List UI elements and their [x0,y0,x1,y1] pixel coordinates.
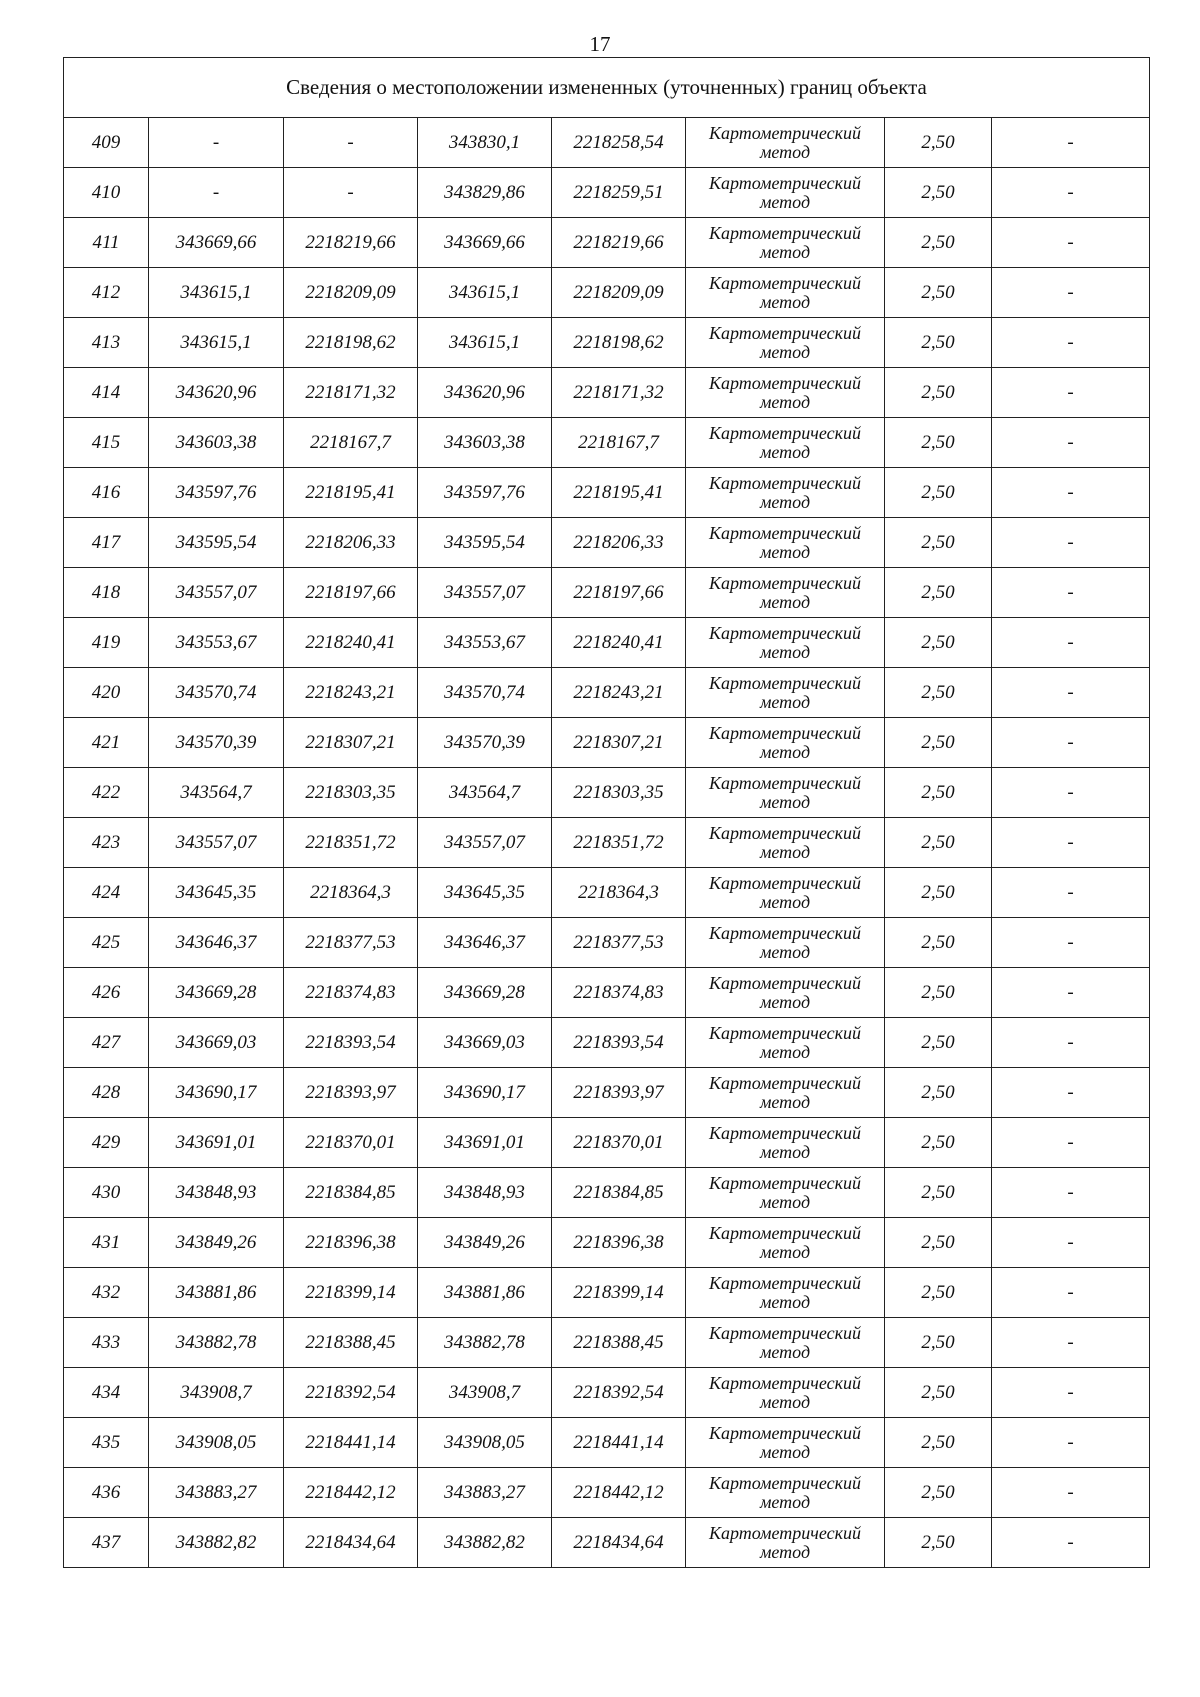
accuracy-cell: 2,50 [885,118,992,168]
method-cell: Картометрический метод [686,518,885,568]
new-x-cell: 343615,1 [418,318,552,368]
method-cell: Картометрический метод [686,818,885,868]
description-cell: - [992,818,1150,868]
existing-y-cell: 2218364,3 [284,868,418,918]
method-cell: Картометрический метод [686,1518,885,1568]
new-y-cell: 2218393,54 [552,1018,686,1068]
point-number-cell: 437 [64,1518,149,1568]
method-cell: Картометрический метод [686,1318,885,1368]
accuracy-cell: 2,50 [885,1318,992,1368]
existing-x-cell: 343597,76 [149,468,284,518]
existing-y-cell: 2218195,41 [284,468,418,518]
table-row [64,918,1150,968]
new-x-cell: 343881,86 [418,1268,552,1318]
new-x-cell: 343557,07 [418,818,552,868]
point-number-cell: 430 [64,1168,149,1218]
existing-y-cell: 2218396,38 [284,1218,418,1268]
table-row [64,568,1150,618]
existing-y-cell: 2218384,85 [284,1168,418,1218]
existing-x-cell: 343645,35 [149,868,284,918]
new-x-cell: 343645,35 [418,868,552,918]
point-number-cell: 428 [64,1068,149,1118]
new-y-cell: 2218396,38 [552,1218,686,1268]
new-x-cell: 343620,96 [418,368,552,418]
new-y-cell: 2218197,66 [552,568,686,618]
existing-y-cell: 2218374,83 [284,968,418,1018]
existing-y-cell: 2218442,12 [284,1468,418,1518]
new-y-cell: 2218374,83 [552,968,686,1018]
method-cell: Картометрический метод [686,768,885,818]
table-row [64,1168,1150,1218]
description-cell: - [992,718,1150,768]
existing-y-cell: - [284,118,418,168]
existing-x-cell: 343564,7 [149,768,284,818]
new-x-cell: 343557,07 [418,568,552,618]
existing-y-cell: 2218198,62 [284,318,418,368]
new-y-cell: 2218388,45 [552,1318,686,1368]
existing-x-cell: 343615,1 [149,268,284,318]
table-row [64,1118,1150,1168]
new-x-cell: 343595,54 [418,518,552,568]
existing-y-cell: 2218171,32 [284,368,418,418]
existing-x-cell: 343603,38 [149,418,284,468]
point-number-cell: 422 [64,768,149,818]
existing-y-cell: 2218303,35 [284,768,418,818]
point-number-cell: 425 [64,918,149,968]
existing-x-cell: - [149,118,284,168]
description-cell: - [992,268,1150,318]
existing-y-cell: 2218377,53 [284,918,418,968]
accuracy-cell: 2,50 [885,168,992,218]
new-y-cell: 2218441,14 [552,1418,686,1468]
existing-y-cell: 2218393,97 [284,1068,418,1118]
method-cell: Картометрический метод [686,1118,885,1168]
point-number-cell: 418 [64,568,149,618]
existing-y-cell: 2218209,09 [284,268,418,318]
method-cell: Картометрический метод [686,1368,885,1418]
table-row [64,468,1150,518]
method-cell: Картометрический метод [686,618,885,668]
point-number-cell: 415 [64,418,149,468]
new-x-cell: 343615,1 [418,268,552,318]
existing-x-cell: 343848,93 [149,1168,284,1218]
table-row [64,768,1150,818]
new-y-cell: 2218206,33 [552,518,686,568]
method-cell: Картометрический метод [686,718,885,768]
existing-x-cell: 343690,17 [149,1068,284,1118]
new-y-cell: 2218167,7 [552,418,686,468]
method-cell: Картометрический метод [686,168,885,218]
table-row [64,718,1150,768]
new-y-cell: 2218392,54 [552,1368,686,1418]
table-row [64,318,1150,368]
accuracy-cell: 2,50 [885,1368,992,1418]
existing-y-cell: 2218370,01 [284,1118,418,1168]
description-cell: - [992,1218,1150,1268]
new-x-cell: 343564,7 [418,768,552,818]
table-row [64,818,1150,868]
point-number-cell: 421 [64,718,149,768]
accuracy-cell: 2,50 [885,768,992,818]
existing-x-cell: 343691,01 [149,1118,284,1168]
accuracy-cell: 2,50 [885,668,992,718]
method-cell: Картометрический метод [686,318,885,368]
existing-y-cell: 2218392,54 [284,1368,418,1418]
accuracy-cell: 2,50 [885,1468,992,1518]
table-row [64,418,1150,468]
accuracy-cell: 2,50 [885,218,992,268]
description-cell: - [992,1168,1150,1218]
new-y-cell: 2218209,09 [552,268,686,318]
method-cell: Картометрический метод [686,418,885,468]
accuracy-cell: 2,50 [885,868,992,918]
new-x-cell: 343553,67 [418,618,552,668]
table-body [64,118,1150,1568]
new-x-cell: 343570,39 [418,718,552,768]
accuracy-cell: 2,50 [885,1168,992,1218]
method-cell: Картометрический метод [686,1168,885,1218]
accuracy-cell: 2,50 [885,618,992,668]
new-y-cell: 2218195,41 [552,468,686,518]
point-number-cell: 412 [64,268,149,318]
new-x-cell: 343908,05 [418,1418,552,1468]
table-row [64,1068,1150,1118]
existing-y-cell: - [284,168,418,218]
description-cell: - [992,468,1150,518]
method-cell: Картометрический метод [686,918,885,968]
existing-y-cell: 2218388,45 [284,1318,418,1368]
new-y-cell: 2218198,62 [552,318,686,368]
existing-x-cell: 343557,07 [149,568,284,618]
method-cell: Картометрический метод [686,668,885,718]
existing-x-cell: 343882,78 [149,1318,284,1368]
point-number-cell: 423 [64,818,149,868]
description-cell: - [992,918,1150,968]
new-y-cell: 2218259,51 [552,168,686,218]
page-number: 17 [589,32,611,56]
existing-x-cell: 343669,28 [149,968,284,1018]
point-number-cell: 420 [64,668,149,718]
point-number-cell: 427 [64,1018,149,1068]
accuracy-cell: 2,50 [885,468,992,518]
new-x-cell: 343882,78 [418,1318,552,1368]
new-y-cell: 2218240,41 [552,618,686,668]
table-row [64,118,1150,168]
point-number-cell: 433 [64,1318,149,1368]
table-row [64,668,1150,718]
table-row [64,968,1150,1018]
boundary-coordinates-table [63,57,1150,1568]
accuracy-cell: 2,50 [885,518,992,568]
existing-x-cell: 343553,67 [149,618,284,668]
method-cell: Картометрический метод [686,218,885,268]
description-cell: - [992,1368,1150,1418]
new-y-cell: 2218303,35 [552,768,686,818]
new-y-cell: 2218384,85 [552,1168,686,1218]
method-cell: Картометрический метод [686,968,885,1018]
method-cell: Картометрический метод [686,868,885,918]
description-cell: - [992,1468,1150,1518]
table-row [64,1268,1150,1318]
table-row [64,1368,1150,1418]
point-number-cell: 416 [64,468,149,518]
description-cell: - [992,118,1150,168]
new-x-cell: 343908,7 [418,1368,552,1418]
method-cell: Картометрический метод [686,1468,885,1518]
new-y-cell: 2218370,01 [552,1118,686,1168]
point-number-cell: 426 [64,968,149,1018]
existing-y-cell: 2218434,64 [284,1518,418,1568]
description-cell: - [992,1118,1150,1168]
description-cell: - [992,218,1150,268]
table-row [64,1318,1150,1368]
accuracy-cell: 2,50 [885,968,992,1018]
method-cell: Картометрический метод [686,1068,885,1118]
existing-y-cell: 2218219,66 [284,218,418,268]
table-row [64,618,1150,668]
existing-x-cell: 343881,86 [149,1268,284,1318]
new-y-cell: 2218377,53 [552,918,686,968]
new-x-cell: 343669,66 [418,218,552,268]
existing-x-cell: 343557,07 [149,818,284,868]
new-x-cell: 343603,38 [418,418,552,468]
existing-y-cell: 2218206,33 [284,518,418,568]
table-row [64,1468,1150,1518]
description-cell: - [992,368,1150,418]
point-number-cell: 429 [64,1118,149,1168]
new-x-cell: 343669,03 [418,1018,552,1068]
new-x-cell: 343669,28 [418,968,552,1018]
accuracy-cell: 2,50 [885,918,992,968]
description-cell: - [992,318,1150,368]
existing-y-cell: 2218167,7 [284,418,418,468]
table-row [64,268,1150,318]
table-row [64,1018,1150,1068]
new-y-cell: 2218258,54 [552,118,686,168]
existing-x-cell: 343849,26 [149,1218,284,1268]
point-number-cell: 432 [64,1268,149,1318]
existing-x-cell: 343570,39 [149,718,284,768]
description-cell: - [992,768,1150,818]
existing-y-cell: 2218351,72 [284,818,418,868]
existing-y-cell: 2218399,14 [284,1268,418,1318]
new-y-cell: 2218442,12 [552,1468,686,1518]
description-cell: - [992,1318,1150,1368]
new-x-cell: 343882,82 [418,1518,552,1568]
new-y-cell: 2218393,97 [552,1068,686,1118]
method-cell: Картометрический метод [686,1418,885,1468]
accuracy-cell: 2,50 [885,1268,992,1318]
new-x-cell: 343646,37 [418,918,552,968]
new-y-cell: 2218219,66 [552,218,686,268]
table-row [64,218,1150,268]
table-title: Сведения о местоположении измененных (уточненных) границ объекта [64,58,1150,118]
point-number-cell: 411 [64,218,149,268]
description-cell: - [992,518,1150,568]
new-x-cell: 343830,1 [418,118,552,168]
existing-y-cell: 2218307,21 [284,718,418,768]
existing-x-cell: - [149,168,284,218]
description-cell: - [992,968,1150,1018]
accuracy-cell: 2,50 [885,268,992,318]
existing-x-cell: 343883,27 [149,1468,284,1518]
method-cell: Картометрический метод [686,118,885,168]
accuracy-cell: 2,50 [885,818,992,868]
point-number-cell: 417 [64,518,149,568]
description-cell: - [992,1518,1150,1568]
description-cell: - [992,1068,1150,1118]
new-y-cell: 2218434,64 [552,1518,686,1568]
existing-x-cell: 343570,74 [149,668,284,718]
existing-x-cell: 343908,7 [149,1368,284,1418]
new-y-cell: 2218307,21 [552,718,686,768]
point-number-cell: 410 [64,168,149,218]
new-x-cell: 343829,86 [418,168,552,218]
point-number-cell: 431 [64,1218,149,1268]
point-number-cell: 413 [64,318,149,368]
new-x-cell: 343849,26 [418,1218,552,1268]
point-number-cell: 424 [64,868,149,918]
method-cell: Картометрический метод [686,1018,885,1068]
existing-x-cell: 343646,37 [149,918,284,968]
existing-y-cell: 2218240,41 [284,618,418,668]
accuracy-cell: 2,50 [885,318,992,368]
existing-x-cell: 343620,96 [149,368,284,418]
accuracy-cell: 2,50 [885,1518,992,1568]
existing-x-cell: 343615,1 [149,318,284,368]
method-cell: Картометрический метод [686,1268,885,1318]
existing-x-cell: 343595,54 [149,518,284,568]
table-row [64,868,1150,918]
accuracy-cell: 2,50 [885,1418,992,1468]
accuracy-cell: 2,50 [885,1118,992,1168]
new-y-cell: 2218243,21 [552,668,686,718]
point-number-cell: 409 [64,118,149,168]
new-y-cell: 2218351,72 [552,818,686,868]
existing-y-cell: 2218441,14 [284,1418,418,1468]
existing-x-cell: 343669,66 [149,218,284,268]
new-y-cell: 2218364,3 [552,868,686,918]
new-y-cell: 2218399,14 [552,1268,686,1318]
table-row [64,1518,1150,1568]
existing-x-cell: 343669,03 [149,1018,284,1068]
description-cell: - [992,568,1150,618]
method-cell: Картометрический метод [686,268,885,318]
new-x-cell: 343690,17 [418,1068,552,1118]
new-x-cell: 343570,74 [418,668,552,718]
description-cell: - [992,168,1150,218]
method-cell: Картометрический метод [686,1218,885,1268]
point-number-cell: 435 [64,1418,149,1468]
existing-y-cell: 2218243,21 [284,668,418,718]
description-cell: - [992,668,1150,718]
table-row [64,368,1150,418]
method-cell: Картометрический метод [686,368,885,418]
accuracy-cell: 2,50 [885,1218,992,1268]
existing-x-cell: 343908,05 [149,1418,284,1468]
new-x-cell: 343848,93 [418,1168,552,1218]
existing-x-cell: 343882,82 [149,1518,284,1568]
point-number-cell: 419 [64,618,149,668]
existing-y-cell: 2218393,54 [284,1018,418,1068]
description-cell: - [992,1018,1150,1068]
point-number-cell: 434 [64,1368,149,1418]
description-cell: - [992,868,1150,918]
point-number-cell: 414 [64,368,149,418]
description-cell: - [992,418,1150,468]
accuracy-cell: 2,50 [885,368,992,418]
table-row [64,1218,1150,1268]
new-y-cell: 2218171,32 [552,368,686,418]
table-row [64,1418,1150,1468]
description-cell: - [992,1268,1150,1318]
new-x-cell: 343883,27 [418,1468,552,1518]
description-cell: - [992,618,1150,668]
accuracy-cell: 2,50 [885,1068,992,1118]
existing-y-cell: 2218197,66 [284,568,418,618]
new-x-cell: 343597,76 [418,468,552,518]
accuracy-cell: 2,50 [885,418,992,468]
accuracy-cell: 2,50 [885,1018,992,1068]
accuracy-cell: 2,50 [885,568,992,618]
table-row [64,518,1150,568]
method-cell: Картометрический метод [686,568,885,618]
description-cell: - [992,1418,1150,1468]
method-cell: Картометрический метод [686,468,885,518]
point-number-cell: 436 [64,1468,149,1518]
accuracy-cell: 2,50 [885,718,992,768]
new-x-cell: 343691,01 [418,1118,552,1168]
table-row [64,168,1150,218]
